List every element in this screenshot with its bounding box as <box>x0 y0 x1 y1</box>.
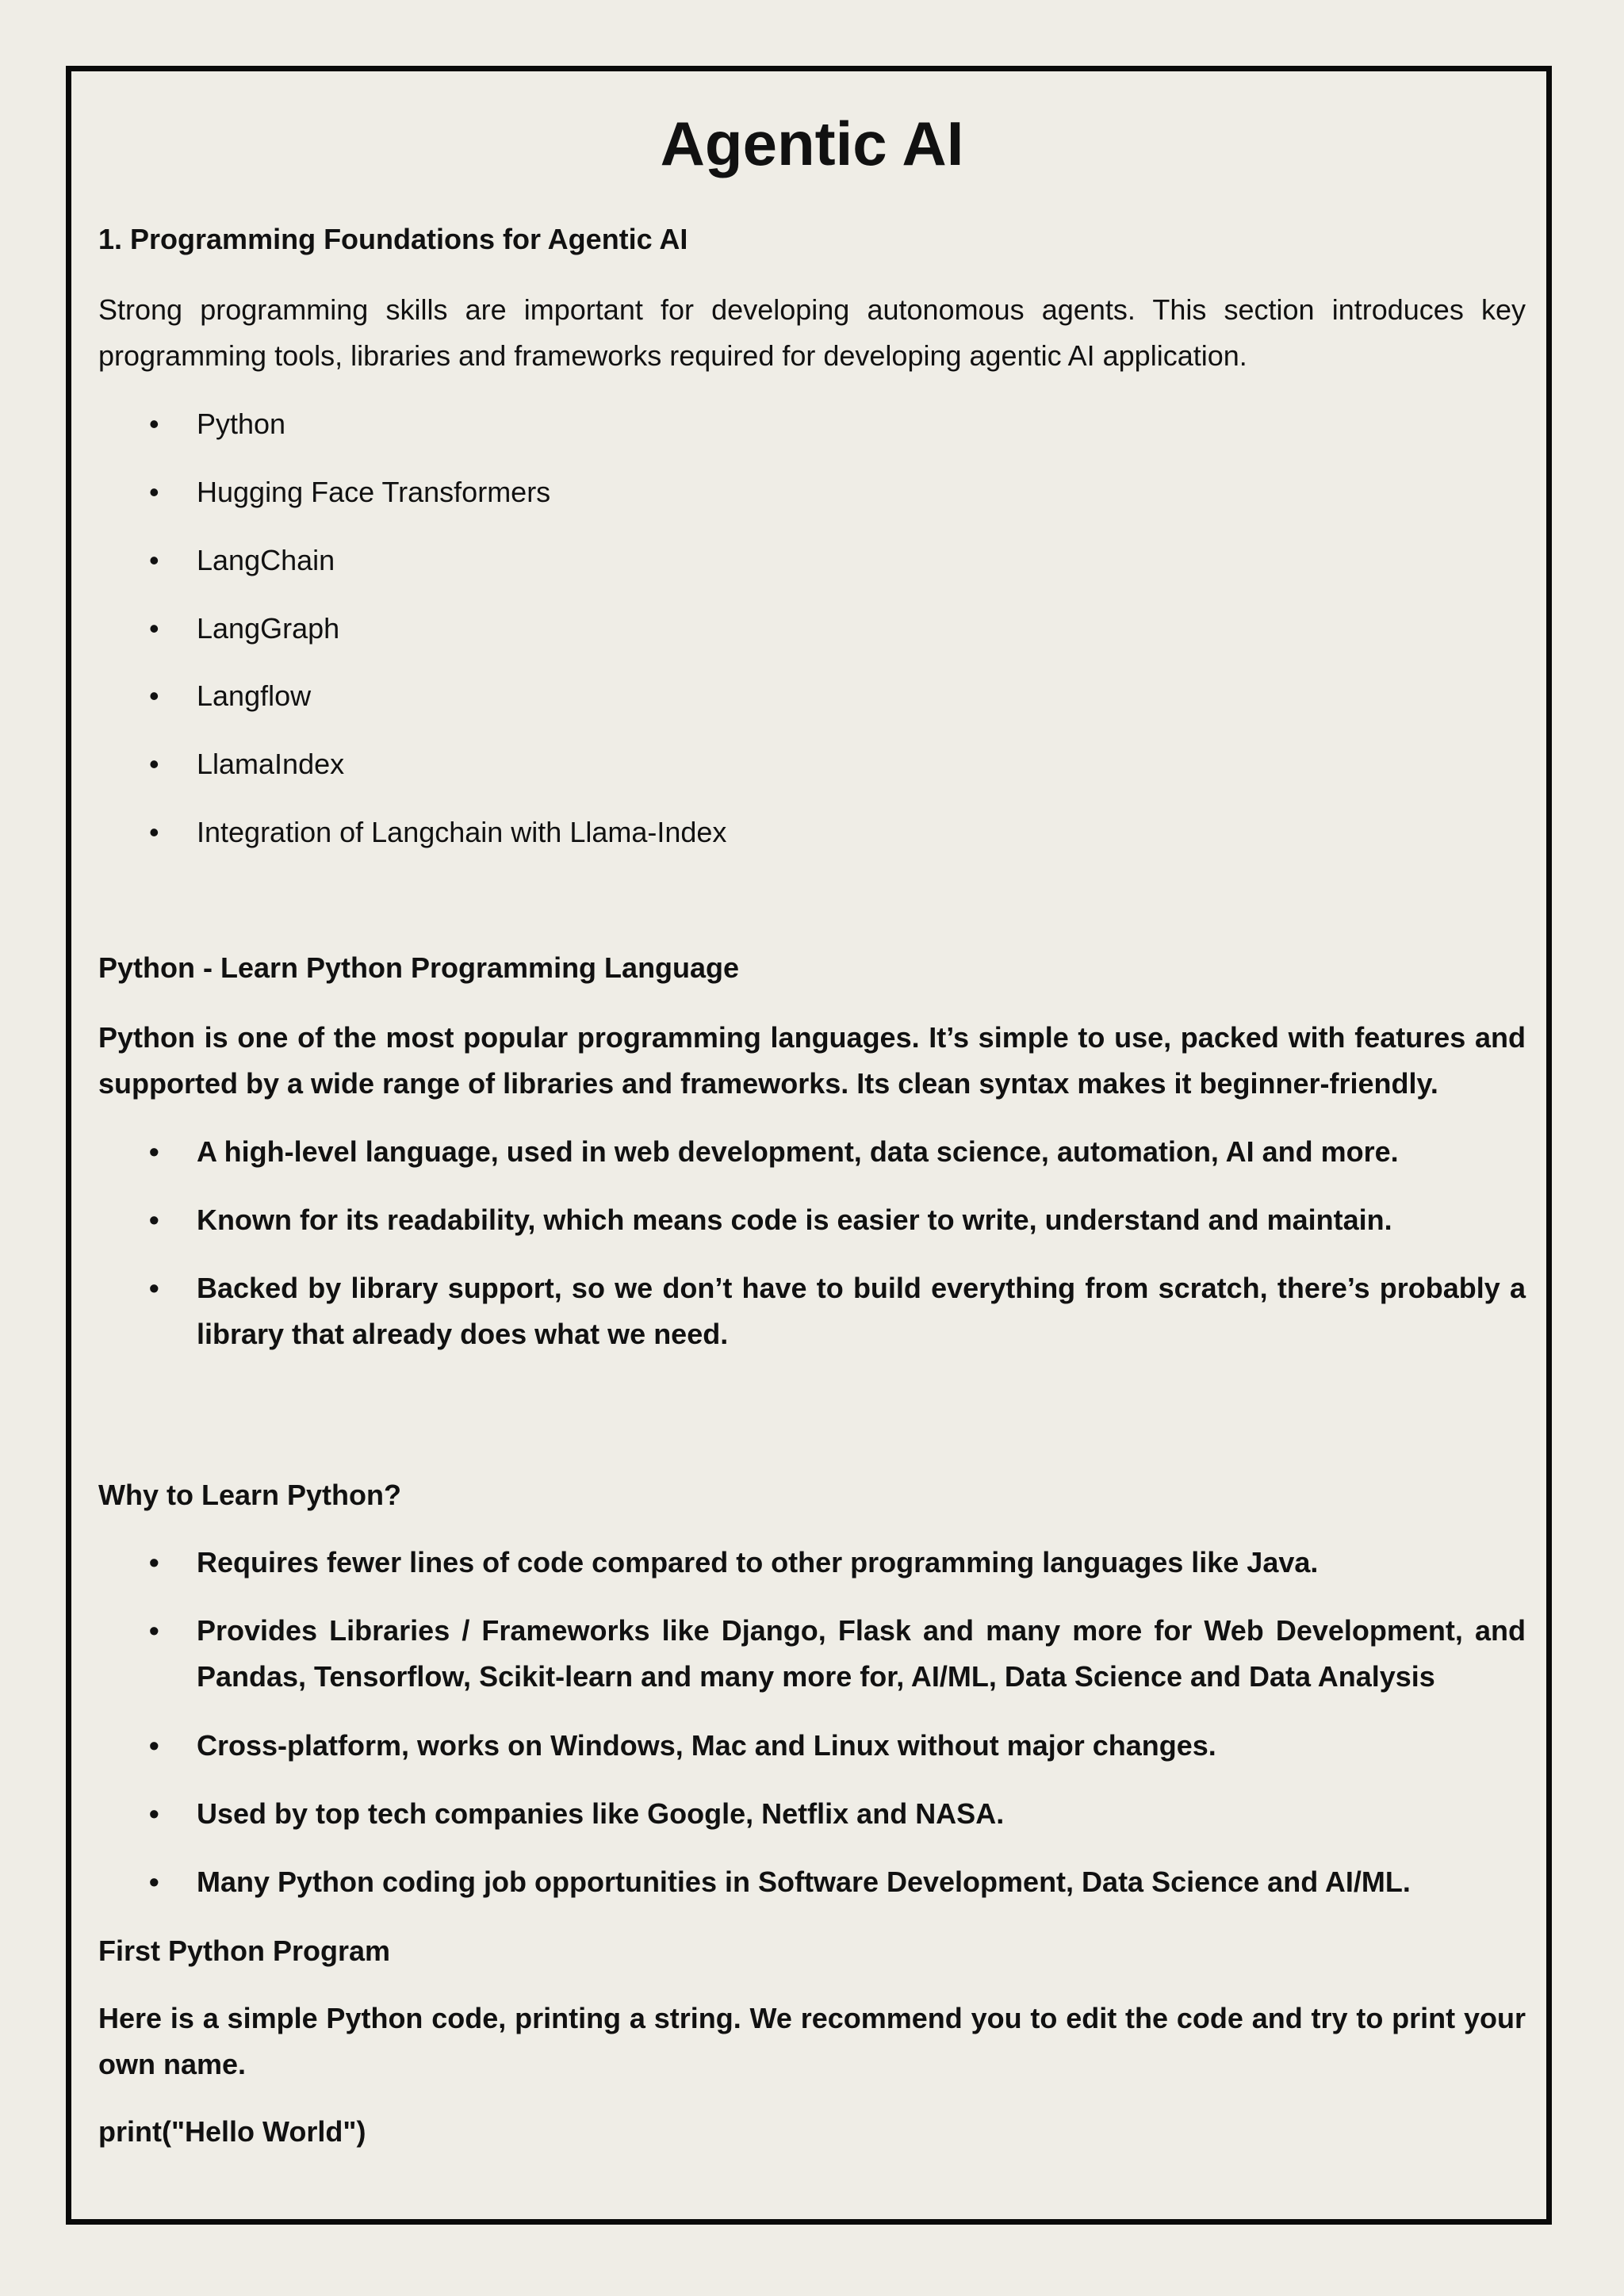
paragraph-line: programming tools, libraries and frameworks required for developing agentic AI application. <box>98 339 1247 372</box>
section-heading-first-program: First Python Program <box>98 1934 391 1967</box>
bullet-icon: • <box>149 1135 159 1168</box>
bullet-icon: • <box>149 476 159 508</box>
paragraph-line: supported by a wide range of libraries and frameworks. Its clean syntax makes it beginner-friendly. <box>98 1067 1438 1100</box>
bullet-icon: • <box>149 1546 159 1578</box>
bullet-icon: • <box>149 408 159 440</box>
bullet-icon: • <box>149 1797 159 1830</box>
bullet-icon: • <box>149 748 159 780</box>
section-heading-why-python: Why to Learn Python? <box>98 1479 401 1511</box>
bullet-icon: • <box>149 1614 159 1647</box>
page-title: Agentic AI <box>660 109 964 178</box>
bullet-icon: • <box>149 816 159 848</box>
paragraph-line: Python is one of the most popular programming languages. It’s simple to use, packed with features and <box>98 1021 1526 1054</box>
code-sample: print("Hello World") <box>98 2115 366 2148</box>
bullet-icon: • <box>149 1729 159 1762</box>
section-intro-paragraph <box>98 287 1526 379</box>
bullet-icon: • <box>149 612 159 645</box>
section-heading-programming-foundations: 1. Programming Foundations for Agentic AI <box>98 223 688 255</box>
paragraph-line: Strong programming skills are important for developing autonomous agents. This section introduces key <box>98 293 1526 326</box>
paragraph-line: Here is a simple Python code, printing a string. We recommend you to edit the code and try to print your <box>98 2002 1526 2034</box>
python-intro-paragraph <box>98 1015 1526 1107</box>
first-program-paragraph <box>98 1996 1526 2087</box>
bullet-icon: • <box>149 1272 159 1304</box>
bullet-icon: • <box>149 1866 159 1898</box>
bullet-icon: • <box>149 544 159 576</box>
section-heading-python: Python - Learn Python Programming Language <box>98 951 740 984</box>
bullet-icon: • <box>149 679 159 712</box>
paragraph-line: own name. <box>98 2048 247 2080</box>
bullet-icon: • <box>149 1203 159 1236</box>
